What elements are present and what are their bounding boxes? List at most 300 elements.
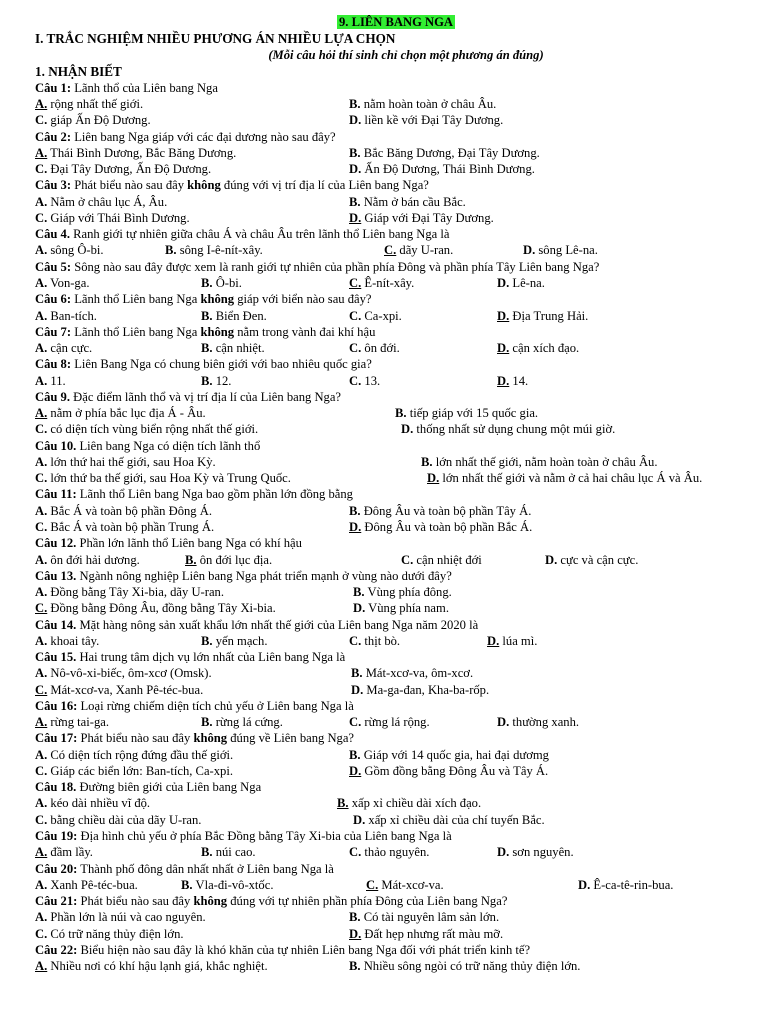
option-text: cận nhiệt. xyxy=(212,341,265,356)
answer-option[interactable] xyxy=(545,552,638,568)
option-row xyxy=(35,909,757,925)
option-row xyxy=(35,275,757,291)
option-letter: D. xyxy=(349,210,362,225)
option-text: nằm ở phía bắc lục địa Á - Âu. xyxy=(47,406,206,421)
answer-option[interactable] xyxy=(181,877,273,893)
answer-option[interactable] xyxy=(35,812,201,828)
option-letter: D. xyxy=(427,471,440,486)
option-text: Giáp với Thái Bình Dương. xyxy=(47,210,190,225)
answer-option[interactable] xyxy=(35,373,66,389)
question-number: Câu 11: xyxy=(35,487,77,502)
answer-option[interactable] xyxy=(366,877,444,893)
option-letter: D. xyxy=(487,633,500,648)
answer-option[interactable] xyxy=(523,242,598,258)
option-letter: A. xyxy=(35,959,48,974)
question-number: Câu 7: xyxy=(35,324,72,339)
option-text: có diện tích vùng biển rộng nhất thế giới. xyxy=(47,422,259,437)
option-letter: B. xyxy=(201,715,213,730)
option-text: Nhiều nơi có khí hậu lạnh giá, khắc nghiệt. xyxy=(47,959,268,974)
question-number: Câu 4. xyxy=(35,227,70,242)
option-text: rừng lá cứng. xyxy=(212,715,283,730)
option-letter: A. xyxy=(35,715,48,730)
question-text: Lãnh thổ Liên bang Nga xyxy=(71,292,201,307)
option-letter: B. xyxy=(349,503,361,518)
question-text: Liên Bang Nga có chung biên giới với bao nhiêu quốc gia? xyxy=(71,357,372,372)
question-stem xyxy=(35,356,757,372)
answer-option[interactable] xyxy=(201,340,265,356)
option-text: Lê-na. xyxy=(509,275,545,290)
option-row xyxy=(35,682,757,698)
answer-option[interactable] xyxy=(349,210,494,226)
answer-option[interactable] xyxy=(351,682,489,698)
option-row xyxy=(35,600,757,616)
answer-option[interactable] xyxy=(349,308,402,324)
answer-option[interactable] xyxy=(35,926,184,942)
answer-option[interactable] xyxy=(497,308,588,324)
answer-option[interactable] xyxy=(349,145,540,161)
option-text: liền kề với Đại Tây Dương. xyxy=(361,113,504,128)
answer-option[interactable] xyxy=(349,275,414,291)
question-number: Câu 13. xyxy=(35,568,77,583)
answer-option[interactable] xyxy=(35,454,216,470)
option-letter: B. xyxy=(349,959,361,974)
option-letter: C. xyxy=(35,162,48,177)
option-text: Xanh Pê-téc-bua. xyxy=(47,877,138,892)
option-letter: A. xyxy=(35,877,48,892)
option-text: ôn đới hải dương. xyxy=(47,552,140,567)
answer-option[interactable] xyxy=(35,470,291,486)
question-text: Hai trung tâm dịch vụ lớn nhất của Liên bang Nga là xyxy=(76,650,346,665)
option-row xyxy=(35,552,757,568)
question-emphasis: không xyxy=(200,292,235,307)
answer-option[interactable] xyxy=(35,519,214,535)
option-letter: C. xyxy=(35,471,48,486)
option-letter: D. xyxy=(349,113,362,128)
option-letter: D. xyxy=(497,715,510,730)
option-text: lúa mì. xyxy=(499,633,538,648)
answer-option[interactable] xyxy=(35,552,140,568)
answer-option[interactable] xyxy=(35,795,150,811)
question-text: Liên bang Nga giáp với các đại dương nào sau đây? xyxy=(71,129,336,144)
answer-option[interactable] xyxy=(35,909,206,925)
option-text: nằm hoàn toàn ở châu Âu. xyxy=(360,97,497,112)
option-text: Bắc Á và toàn bộ phần Đông Á. xyxy=(47,503,212,518)
question-stem xyxy=(35,129,757,145)
option-letter: B. xyxy=(201,341,213,356)
option-text: Nô-vô-xi-biếc, ôm-xcơ (Omsk). xyxy=(47,666,212,681)
answer-option[interactable] xyxy=(349,714,430,730)
option-text: lớn nhất thế giới và nằm ở cả hai châu lục Á và Âu. xyxy=(439,471,703,486)
option-letter: C. xyxy=(401,552,414,567)
option-letter: B. xyxy=(349,910,361,925)
option-letter: C. xyxy=(349,341,362,356)
question-emphasis: không xyxy=(193,894,228,909)
option-text: xấp xỉ chiều dài của chí tuyến Bắc. xyxy=(365,812,545,827)
option-row xyxy=(35,584,757,600)
question-number: Câu 19: xyxy=(35,829,78,844)
option-letter: B. xyxy=(351,666,363,681)
option-text: Nằm ở bán cầu Bắc. xyxy=(360,194,466,209)
answer-option[interactable] xyxy=(497,275,545,291)
answer-option[interactable] xyxy=(201,373,231,389)
option-letter: B. xyxy=(201,275,213,290)
option-text: khoai tây. xyxy=(47,633,100,648)
option-row xyxy=(35,958,757,974)
option-text: Đất hẹp nhưng rất màu mỡ. xyxy=(361,926,504,941)
question-text-tail: nằm trong vành đai khí hậu xyxy=(234,324,376,339)
question-stem xyxy=(35,535,757,551)
answer-option[interactable] xyxy=(578,877,673,893)
question-stem xyxy=(35,942,757,958)
question-text: Biểu hiện nào sau đây là khó khăn của tự nhiên Liên bang Nga đối với phát triển kinh tế? xyxy=(77,942,531,957)
question-text: Lãnh thổ Liên bang Nga xyxy=(71,324,201,339)
option-text: núi cao. xyxy=(212,845,256,860)
option-letter: A. xyxy=(35,910,48,925)
answer-option[interactable] xyxy=(337,795,481,811)
answer-option[interactable] xyxy=(35,665,212,681)
answer-option[interactable] xyxy=(35,210,190,226)
option-text: Bắc Băng Dương, Đại Tây Dương. xyxy=(360,145,540,160)
question-text-tail: đúng với tự nhiên phần phía Đông của Liên bang Nga? xyxy=(227,894,508,909)
answer-option[interactable] xyxy=(395,405,538,421)
option-letter: C. xyxy=(366,877,379,892)
answer-option[interactable] xyxy=(401,552,482,568)
option-text: Ma-ga-đan, Kha-ba-rốp. xyxy=(363,682,490,697)
option-letter: C. xyxy=(35,422,48,437)
question-number: Câu 10. xyxy=(35,438,77,453)
option-letter: D. xyxy=(578,877,591,892)
option-row xyxy=(35,340,757,356)
answer-option[interactable] xyxy=(185,552,272,568)
option-letter: B. xyxy=(201,633,213,648)
option-text: Phần lớn là núi và cao nguyên. xyxy=(47,910,206,925)
answer-option[interactable] xyxy=(349,503,531,519)
option-text: Giáp các biển lớn: Ban-tích, Ca-xpi. xyxy=(47,763,233,778)
question-number: Câu 6: xyxy=(35,292,72,307)
option-letter: D. xyxy=(497,373,510,388)
answer-option[interactable] xyxy=(349,373,380,389)
option-letter: B. xyxy=(353,585,365,600)
answer-option[interactable] xyxy=(349,96,496,112)
option-letter: B. xyxy=(201,308,213,323)
answer-option[interactable] xyxy=(35,340,92,356)
option-text: sông Lê-na. xyxy=(535,243,598,258)
question-stem xyxy=(35,730,757,746)
question-text: Đường biên giới của Liên bang Nga xyxy=(76,780,262,795)
document-page xyxy=(35,14,757,974)
option-text: Địa Trung Hải. xyxy=(509,308,589,323)
question-text: Lãnh thổ Liên bang Nga bao gồm phần lớn đồng bằng xyxy=(76,487,353,502)
option-row xyxy=(35,210,757,226)
option-text: Vùng phía đông. xyxy=(364,585,452,600)
option-letter: D. xyxy=(351,682,364,697)
option-letter: C. xyxy=(35,763,48,778)
answer-option[interactable] xyxy=(35,958,268,974)
question-number: Câu 9. xyxy=(35,389,70,404)
option-letter: D. xyxy=(349,763,362,778)
option-letter: B. xyxy=(181,877,193,892)
option-text: thảo nguyên. xyxy=(361,845,430,860)
answer-option[interactable] xyxy=(349,194,466,210)
answer-option[interactable] xyxy=(349,161,535,177)
option-letter: D. xyxy=(349,162,362,177)
answer-option[interactable] xyxy=(35,405,206,421)
answer-option[interactable] xyxy=(35,844,93,860)
question-stem xyxy=(35,80,757,96)
answer-option[interactable] xyxy=(35,503,212,519)
option-letter: A. xyxy=(35,747,48,762)
option-text: Đồng bằng Tây Xi-bia, dãy U-ran. xyxy=(47,585,224,600)
option-text: 13. xyxy=(361,373,381,388)
answer-option[interactable] xyxy=(384,242,453,258)
answer-option[interactable] xyxy=(349,763,548,779)
answer-option[interactable] xyxy=(35,421,258,437)
question-stem xyxy=(35,617,757,633)
answer-option[interactable] xyxy=(497,844,574,860)
option-text: Giáp với Đại Tây Dương. xyxy=(361,210,494,225)
question-stem xyxy=(35,291,757,307)
option-letter: A. xyxy=(35,308,48,323)
option-letter: A. xyxy=(35,194,48,209)
question-text: Loại rừng chiếm diện tích chủ yếu ở Liên bang Nga là xyxy=(77,698,354,713)
instruction-subtitle: (Mỗi câu hỏi thí sinh chỉ chọn một phương án đúng) xyxy=(268,48,544,63)
question-stem xyxy=(35,226,757,242)
option-text: Có diện tích rộng đứng đầu thế giới. xyxy=(47,747,234,762)
option-text: cận nhiệt đới xyxy=(413,552,482,567)
answer-option[interactable] xyxy=(35,194,167,210)
question-number: Câu 17: xyxy=(35,731,78,746)
question-number: Câu 14. xyxy=(35,617,77,632)
answer-option[interactable] xyxy=(353,584,452,600)
answer-option[interactable] xyxy=(35,682,203,698)
option-letter: B. xyxy=(349,194,361,209)
option-text: cận cực. xyxy=(47,341,93,356)
option-letter: B. xyxy=(349,145,361,160)
option-text: Nằm ở châu lục Á, Âu. xyxy=(47,194,168,209)
answer-option[interactable] xyxy=(35,633,99,649)
question-number: Câu 21: xyxy=(35,894,78,909)
question-emphasis: không xyxy=(193,731,228,746)
option-text: sơn nguyên. xyxy=(509,845,574,860)
option-letter: C. xyxy=(349,845,362,860)
option-row xyxy=(35,844,757,860)
question-stem xyxy=(35,324,757,340)
answer-option[interactable] xyxy=(35,161,211,177)
answer-option[interactable] xyxy=(35,763,233,779)
answer-option[interactable] xyxy=(349,926,503,942)
option-letter: A. xyxy=(35,633,48,648)
answer-option[interactable] xyxy=(349,519,532,535)
question-number: Câu 18. xyxy=(35,780,77,795)
question-stem xyxy=(35,649,757,665)
option-text: cực và cận cực. xyxy=(557,552,639,567)
option-row xyxy=(35,877,757,893)
option-text: Mát-xcơ-va, ôm-xcơ. xyxy=(362,666,474,681)
option-row xyxy=(35,454,757,470)
option-letter: B. xyxy=(349,747,361,762)
answer-option[interactable] xyxy=(421,454,658,470)
option-letter: C. xyxy=(349,373,362,388)
answer-option[interactable] xyxy=(349,112,503,128)
answer-option[interactable] xyxy=(353,600,449,616)
option-letter: D. xyxy=(353,601,366,616)
option-text: đầm lầy. xyxy=(47,845,93,860)
option-row xyxy=(35,405,757,421)
option-text: lớn thứ ba thế giới, sau Hoa Kỳ và Trung Quốc. xyxy=(47,471,291,486)
option-text: kéo dài nhiều vĩ độ. xyxy=(47,796,151,811)
question-text-tail: đúng với vị trí địa lí của Liên bang Nga? xyxy=(220,178,429,193)
question-text: Sông nào sau đây được xem là ranh giới tự nhiên của phần phía Đông và phần phía Tây Liên bang Nga? xyxy=(71,259,600,274)
option-letter: D. xyxy=(349,519,362,534)
option-row xyxy=(35,161,757,177)
option-letter: A. xyxy=(35,341,48,356)
question-stem xyxy=(35,177,757,193)
option-letter: C. xyxy=(35,812,48,827)
option-letter: C. xyxy=(35,519,48,534)
option-row xyxy=(35,763,757,779)
answer-option[interactable] xyxy=(201,275,242,291)
question-number: Câu 16: xyxy=(35,698,78,713)
option-text: Mát-xcơ-va, Xanh Pê-téc-bua. xyxy=(47,682,204,697)
option-text: giáp Ấn Độ Dương. xyxy=(47,113,151,128)
answer-option[interactable] xyxy=(35,308,97,324)
answer-option[interactable] xyxy=(487,633,537,649)
option-letter: D. xyxy=(545,552,558,567)
option-letter: C. xyxy=(349,633,362,648)
answer-option[interactable] xyxy=(497,340,579,356)
option-row xyxy=(35,242,757,258)
answer-option[interactable] xyxy=(201,714,283,730)
question-text: Địa hình chủ yếu ở phía Bắc Đồng bằng Tây Xi-bia của Liên bang Nga là xyxy=(77,829,452,844)
question-text-tail: đúng về Liên bang Nga? xyxy=(227,731,355,746)
answer-option[interactable] xyxy=(497,714,579,730)
option-text: lớn thứ hai thế giới, sau Hoa Kỳ. xyxy=(47,454,216,469)
question-text: Lãnh thổ của Liên bang Nga xyxy=(71,80,218,95)
answer-option[interactable] xyxy=(201,633,267,649)
option-text: Đồng bằng Đông Âu, đồng bằng Tây Xi-bia. xyxy=(47,601,276,616)
option-text: bằng chiều dài của dãy U-ran. xyxy=(47,812,202,827)
option-row xyxy=(35,503,757,519)
answer-option[interactable] xyxy=(35,242,104,258)
question-text: Thành phố đông dân nhất nhất ở Liên bang Nga là xyxy=(77,861,334,876)
question-number: Câu 3: xyxy=(35,178,72,193)
answer-option[interactable] xyxy=(497,373,528,389)
answer-option[interactable] xyxy=(349,958,580,974)
answer-option[interactable] xyxy=(35,275,89,291)
option-row xyxy=(35,714,757,730)
answer-option[interactable] xyxy=(35,145,236,161)
answer-option[interactable] xyxy=(35,584,224,600)
answer-option[interactable] xyxy=(35,714,109,730)
document-title: 9. LIÊN BANG NGA xyxy=(338,15,454,29)
title-line xyxy=(35,14,757,31)
question-number: Câu 15. xyxy=(35,650,77,665)
answer-option[interactable] xyxy=(351,665,473,681)
option-text: sông I-ê-nít-xây. xyxy=(176,243,263,258)
option-text: Nhiều sông ngòi có trữ năng thủy điện lớn. xyxy=(360,959,581,974)
option-letter: A. xyxy=(35,406,48,421)
answer-option[interactable] xyxy=(349,633,400,649)
option-text: Ban-tích. xyxy=(47,308,97,323)
answer-option[interactable] xyxy=(201,308,267,324)
option-text: sông Ô-bi. xyxy=(47,243,104,258)
question-stem xyxy=(35,828,757,844)
option-text: 14. xyxy=(509,373,529,388)
answer-option[interactable] xyxy=(201,844,256,860)
option-letter: B. xyxy=(349,97,361,112)
option-letter: D. xyxy=(353,812,366,827)
question-stem xyxy=(35,259,757,275)
question-stem xyxy=(35,861,757,877)
answer-option[interactable] xyxy=(35,600,276,616)
option-letter: C. xyxy=(349,275,362,290)
option-letter: C. xyxy=(35,926,48,941)
answer-option[interactable] xyxy=(35,877,138,893)
option-letter: B. xyxy=(201,373,213,388)
option-row xyxy=(35,112,757,128)
option-row xyxy=(35,373,757,389)
option-letter: C. xyxy=(35,601,48,616)
option-text: ôn đới. xyxy=(361,341,400,356)
option-letter: D. xyxy=(497,845,510,860)
option-text: Thái Bình Dương, Bắc Băng Dương. xyxy=(47,145,237,160)
answer-option[interactable] xyxy=(427,470,702,486)
answer-option[interactable] xyxy=(401,421,615,437)
section-heading: I. TRẮC NGHIỆM NHIỀU PHƯƠNG ÁN NHIỀU LỰA CHỌN xyxy=(35,31,396,46)
question-number: Câu 22: xyxy=(35,942,78,957)
question-text: Ngành nông nghiệp Liên bang Nga phát triển mạnh ở vùng nào dưới đây? xyxy=(76,568,452,583)
option-row xyxy=(35,96,757,112)
option-text: Vla-đi-vô-xtốc. xyxy=(192,877,274,892)
option-letter: C. xyxy=(349,308,362,323)
answer-option[interactable] xyxy=(35,747,233,763)
answer-option[interactable] xyxy=(349,909,499,925)
option-text: yến mạch. xyxy=(212,633,268,648)
option-text: Ê-nít-xây. xyxy=(361,275,415,290)
question-text: Phần lớn lãnh thổ Liên bang Nga có khí hậu xyxy=(76,536,302,551)
answer-option[interactable] xyxy=(165,242,263,258)
option-letter: D. xyxy=(401,422,414,437)
option-letter: B. xyxy=(165,243,177,258)
answer-option[interactable] xyxy=(353,812,545,828)
option-text: Đông Âu và toàn bộ phần Bắc Á. xyxy=(361,519,533,534)
option-letter: A. xyxy=(35,503,48,518)
question-list xyxy=(35,80,757,975)
option-letter: D. xyxy=(497,275,510,290)
question-emphasis: không xyxy=(187,178,221,193)
answer-option[interactable] xyxy=(35,112,151,128)
option-text: rừng tai-ga. xyxy=(47,715,109,730)
option-letter: A. xyxy=(35,796,48,811)
option-text: rừng lá rộng. xyxy=(361,715,430,730)
option-letter: C. xyxy=(35,682,48,697)
answer-option[interactable] xyxy=(35,96,143,112)
option-row xyxy=(35,795,757,811)
question-stem xyxy=(35,779,757,795)
answer-option[interactable] xyxy=(349,340,400,356)
option-letter: A. xyxy=(35,275,48,290)
question-text-tail: giáp với biển nào sau đây? xyxy=(234,292,372,307)
option-letter: A. xyxy=(35,97,48,112)
answer-option[interactable] xyxy=(349,844,429,860)
answer-option[interactable] xyxy=(349,747,549,763)
question-number: Câu 1: xyxy=(35,80,72,95)
option-letter: B. xyxy=(421,454,433,469)
option-letter: A. xyxy=(35,145,48,160)
option-text: 12. xyxy=(212,373,232,388)
question-stem xyxy=(35,698,757,714)
option-row xyxy=(35,747,757,763)
